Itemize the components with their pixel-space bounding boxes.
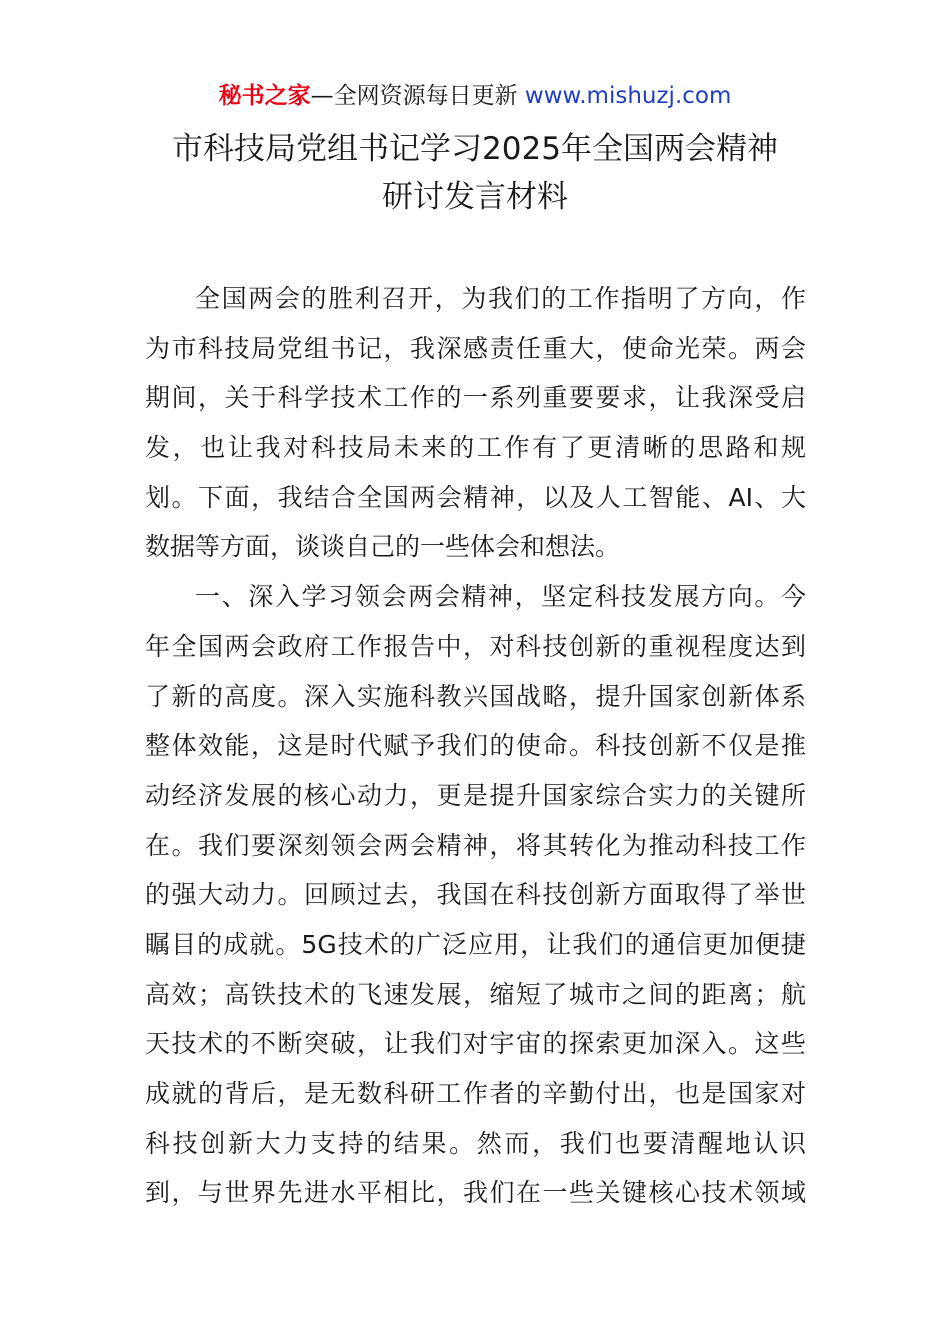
site-url-link[interactable]: www.mishuzj.com (524, 83, 732, 109)
paragraph-line: 期间，关于科学技术工作的一系列重要要求，让我深受启 (145, 383, 806, 413)
paragraph-line: 动经济发展的核心动力，更是提升国家综合实力的关键所 (145, 780, 806, 810)
paragraph-line: 为市科技局党组书记，我深感责任重大，使命光荣。两会 (145, 333, 806, 363)
paragraph-line: 数据等方面，谈谈自己的一些体会和想法。 (145, 532, 621, 562)
paragraph-line: 成就的背后，是无数科研工作者的辛勤付出，也是国家对 (145, 1079, 806, 1108)
site-tagline: —全网资源每日更新 (310, 83, 525, 109)
paragraph-line: 了新的高度。深入实施科教兴国战略，提升国家创新体系 (145, 681, 806, 711)
paragraph-2 (145, 572, 806, 1218)
paragraph-line: 高效；高铁技术的飞速发展，缩短了城市之间的距离；航 (145, 979, 806, 1009)
paragraph-line: 发，也让我对科技局未来的工作有了更清晰的思路和规 (145, 433, 806, 463)
paragraph-line: 到，与世界先进水平相比，我们在一些关键核心技术领域 (145, 1178, 806, 1208)
paragraph-line: 年全国两会政府工作报告中，对科技创新的重视程度达到 (145, 631, 806, 661)
paragraph-line: 瞩目的成就。5G技术的广泛应用，让我们的通信更加便捷 (145, 929, 806, 959)
document-title-line-1: 市科技局党组书记学习2025年全国两会精神 (172, 131, 778, 167)
paragraph-line: 天技术的不断突破，让我们对宇宙的探索更加深入。这些 (145, 1029, 806, 1059)
paragraph-line: 划。下面，我结合全国两会精神，以及人工智能、AI、大 (145, 482, 806, 512)
document-title-line-2: 研讨发言材料 (382, 179, 568, 215)
paragraph-line: 科技创新大力支持的结果。然而，我们也要清醒地认识 (145, 1128, 806, 1158)
paragraph-line: 一、深入学习领会两会精神，坚定科技发展方向。今 (195, 582, 806, 612)
brand-name: 秘书之家 (218, 83, 311, 109)
paragraph-line: 在。我们要深刻领会两会精神，将其转化为推动科技工作 (145, 830, 806, 860)
paragraph-line: 的强大动力。回顾过去，我国在科技创新方面取得了举世 (145, 880, 806, 910)
site-header (0, 80, 950, 112)
document-body (145, 274, 806, 1218)
paragraph-line: 整体效能，这是时代赋予我们的使命。科技创新不仅是推 (145, 731, 806, 761)
paragraph-line: 全国两会的胜利召开，为我们的工作指明了方向，作 (195, 284, 806, 313)
paragraph-1 (145, 274, 806, 572)
